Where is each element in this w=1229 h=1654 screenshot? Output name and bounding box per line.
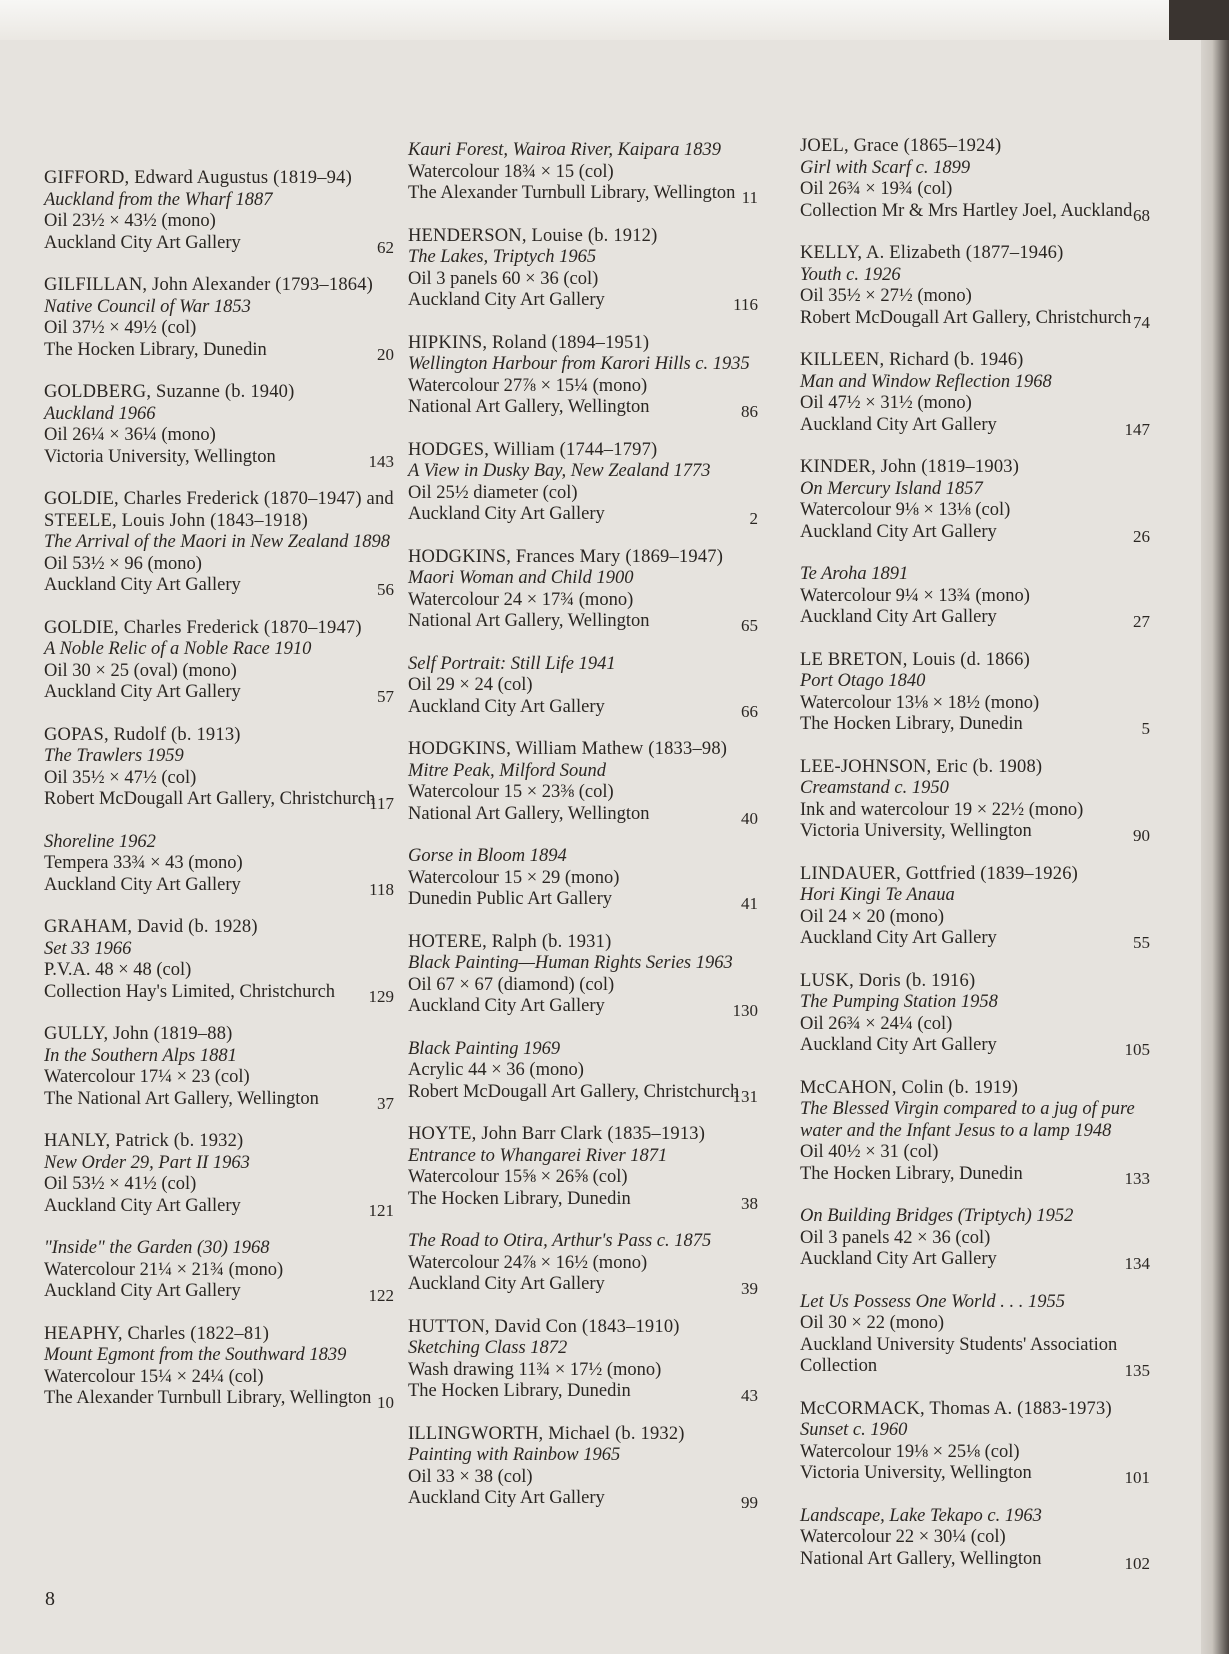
catalogue-entry	[408, 1424, 758, 1510]
artist-name: HUTTON, David Con (1843–1910)	[408, 1316, 680, 1337]
collection-owner: Victoria University, Wellington	[800, 1463, 1032, 1483]
work-title: Maori Woman and Child 1900	[408, 568, 634, 588]
artist-name: GRAHAM, David (b. 1928)	[44, 917, 258, 937]
work-title: Girl with Scarf c. 1899	[800, 157, 971, 178]
catalogue-entry	[408, 333, 758, 419]
plate-page-number: 37	[377, 1093, 394, 1113]
medium-dimensions: Watercolour 9⅛ × 13⅛ (col)	[800, 500, 1011, 520]
collection-owner: Auckland City Art Gallery	[800, 928, 997, 948]
artist-name: HODGKINS, William Mathew (1833–98)	[408, 739, 728, 759]
medium-dimensions: Oil 35½ × 47½ (col)	[44, 767, 197, 788]
collection-owner: Auckland City Art Gallery	[44, 232, 241, 253]
work-title: Black Painting 1969	[408, 1038, 561, 1059]
plate-page-number: 105	[1124, 1040, 1150, 1059]
collection-owner: Robert McDougall Art Gallery, Christchurch	[800, 307, 1132, 328]
work-title: The Pumping Station 1958	[800, 992, 998, 1012]
catalogue-entry	[408, 1231, 758, 1296]
medium-dimensions: Oil 33 × 38 (col)	[408, 1466, 533, 1487]
artist-name: ILLINGWORTH, Michael (b. 1932)	[408, 1423, 685, 1444]
medium-dimensions: Watercolour 24⅞ × 16½ (mono)	[408, 1252, 648, 1273]
artist-name: GOLDBERG, Suzanne (b. 1940)	[44, 382, 295, 402]
collection-owner: Collection Hay's Limited, Christchurch	[44, 981, 336, 1002]
collection-owner: Auckland City Art Gallery	[800, 521, 997, 542]
work-title: Hori Kingi Te Anaua	[800, 885, 955, 905]
plate-page-number: 43	[741, 1386, 758, 1405]
plate-page-number: 26	[1133, 526, 1150, 546]
collection-owner: Auckland City Art Gallery	[44, 1281, 241, 1301]
artist-name: KINDER, John (1819–1903)	[800, 457, 1020, 477]
catalogue-entry	[44, 1024, 394, 1113]
collection-owner: The Hocken Library, Dunedin	[408, 1188, 631, 1209]
plate-page-number: 135	[1124, 1361, 1150, 1380]
catalogue-entry	[408, 226, 758, 312]
plate-page-number: 131	[732, 1086, 758, 1106]
plate-page-number: 86	[741, 402, 758, 421]
collection-owner: Robert McDougall Art Gallery, Christchurch	[44, 789, 376, 809]
artist-name: LINDAUER, Gottfried (1839–1926)	[800, 863, 1078, 884]
collection-owner: Auckland City Art Gallery	[800, 607, 997, 627]
work-title: The Lakes, Triptych 1965	[408, 247, 597, 267]
work-title: Mount Egmont from the Southward 1839	[44, 1345, 347, 1365]
collection-owner: Auckland City Art Gallery	[44, 1195, 241, 1216]
catalogue-entry	[44, 1238, 394, 1303]
collection-owner: Robert McDougall Art Gallery, Christchurch	[408, 1081, 740, 1102]
plate-page-number: 122	[368, 1286, 394, 1305]
artist-name: HODGKINS, Frances Mary (1869–1947)	[408, 546, 724, 567]
catalogue-entry	[800, 1399, 1150, 1485]
work-title: The Blessed Virgin compared to a jug of pure water and the Infant Jesus to a lamp 1948	[800, 1099, 1135, 1141]
catalogue-entry	[408, 739, 758, 828]
work-title: The Trawlers 1959	[44, 746, 184, 766]
plate-page-number: 90	[1133, 826, 1150, 845]
work-title: Wellington Harbour from Karori Hills c. 1935	[408, 354, 750, 374]
work-title: Set 33 1966	[44, 938, 132, 959]
medium-dimensions: Watercolour 21¼ × 21¾ (mono)	[44, 1259, 284, 1280]
plate-page-number: 41	[741, 894, 758, 913]
catalogue-entry	[408, 440, 758, 526]
collection-owner: Auckland City Art Gallery	[44, 682, 241, 702]
medium-dimensions: Oil 47½ × 31½ (mono)	[800, 393, 972, 413]
medium-dimensions: Oil 37½ × 49½ (col)	[44, 318, 197, 338]
collection-owner: Auckland City Art Gallery	[408, 1488, 605, 1508]
plate-page-number: 118	[369, 879, 394, 899]
catalogue-entry	[408, 846, 758, 911]
artist-name: KILLEEN, Richard (b. 1946)	[800, 350, 1024, 370]
medium-dimensions: Oil 24 × 20 (mono)	[800, 906, 945, 927]
catalogue-entry	[44, 382, 394, 471]
work-title: Sketching Class 1872	[408, 1338, 568, 1358]
artist-name: McCORMACK, Thomas A. (1883-1973)	[800, 1398, 1112, 1419]
catalogue-entry	[800, 971, 1150, 1057]
work-title: Man and Window Reflection 1968	[800, 371, 1052, 392]
work-title: Auckland 1966	[44, 403, 156, 424]
plate-page-number: 20	[377, 344, 394, 364]
medium-dimensions: Oil 26¾ × 19¾ (col)	[800, 179, 953, 199]
medium-dimensions: Ink and watercolour 19 × 22½ (mono)	[800, 799, 1084, 820]
work-title: The Arrival of the Maori in New Zealand 1898	[44, 532, 391, 552]
artist-name: GIFFORD, Edward Augustus (1819–94)	[44, 168, 352, 188]
plate-page-number: 116	[733, 295, 758, 314]
plate-page-number: 102	[1124, 1553, 1150, 1573]
work-title: Sunset c. 1960	[800, 1420, 908, 1440]
artist-name: LEE-JOHNSON, Eric (b. 1908)	[800, 756, 1043, 777]
medium-dimensions: Watercolour 15¼ × 24¼ (col)	[44, 1366, 264, 1387]
catalogue-entry	[800, 1206, 1150, 1271]
plate-page-number: 55	[1133, 933, 1150, 952]
collection-owner: Auckland City Art Gallery	[800, 1035, 997, 1055]
work-title: A Noble Relic of a Noble Race 1910	[44, 639, 312, 659]
plate-page-number: 101	[1124, 1468, 1150, 1487]
artist-name: HODGES, William (1744–1797)	[408, 439, 658, 460]
artist-name: HANLY, Patrick (b. 1932)	[44, 1131, 244, 1151]
medium-dimensions: Oil 53½ × 96 (mono)	[44, 553, 202, 574]
artist-name: HIPKINS, Roland (1894–1951)	[408, 332, 650, 353]
work-title: Kauri Forest, Wairoa River, Kaipara 1839	[408, 140, 721, 160]
index-column-1	[44, 168, 394, 1431]
medium-dimensions: Watercolour 15 × 23⅜ (col)	[408, 782, 614, 802]
collection-owner: Auckland City Art Gallery	[408, 996, 605, 1016]
catalogue-entry	[44, 1131, 394, 1220]
index-column-2	[408, 140, 758, 1531]
medium-dimensions: Watercolour 17¼ × 23 (col)	[44, 1067, 250, 1087]
catalogue-entry	[408, 1039, 758, 1104]
plate-page-number: 40	[741, 808, 758, 828]
artist-name: KELLY, A. Elizabeth (1877–1946)	[800, 243, 1064, 263]
plate-page-number: 99	[741, 1493, 758, 1512]
medium-dimensions: Wash drawing 11¾ × 17½ (mono)	[408, 1359, 662, 1380]
plate-page-number: 74	[1133, 312, 1150, 332]
medium-dimensions: Acrylic 44 × 36 (mono)	[408, 1060, 584, 1080]
collection-owner: Auckland City Art Gallery	[44, 874, 241, 895]
medium-dimensions: Watercolour 24 × 17¾ (mono)	[408, 589, 634, 610]
work-title: Youth c. 1926	[800, 264, 901, 285]
catalogue-entry	[800, 457, 1150, 546]
plate-page-number: 57	[377, 687, 394, 706]
medium-dimensions: Oil 53½ × 41½ (col)	[44, 1174, 197, 1194]
catalogue-entry	[44, 917, 394, 1006]
medium-dimensions: Tempera 33¾ × 43 (mono)	[44, 853, 243, 873]
artist-name: McCAHON, Colin (b. 1919)	[800, 1077, 1019, 1098]
plate-page-number: 38	[741, 1193, 758, 1213]
medium-dimensions: Watercolour 27⅞ × 15¼ (mono)	[408, 375, 648, 396]
plate-page-number: 2	[749, 509, 758, 528]
medium-dimensions: Watercolour 15⅝ × 26⅝ (col)	[408, 1167, 628, 1187]
artist-name: GILFILLAN, John Alexander (1793–1864)	[44, 275, 374, 295]
catalogue-entry	[44, 832, 394, 897]
catalogue-entry	[408, 1124, 758, 1213]
collection-owner: The Alexander Turnbull Library, Wellington	[408, 183, 736, 203]
artist-name: LE BRETON, Louis (d. 1866)	[800, 649, 1030, 670]
collection-owner: Collection Mr & Mrs Hartley Joel, Auckland	[800, 200, 1133, 221]
catalogue-entry	[44, 618, 394, 704]
collection-owner: National Art Gallery, Wellington	[800, 1548, 1042, 1569]
catalogue-entry	[800, 243, 1150, 332]
medium-dimensions: Oil 35½ × 27½ (mono)	[800, 286, 972, 306]
work-title: Self Portrait: Still Life 1941	[408, 653, 616, 674]
collection-owner: Auckland City Art Gallery	[800, 1249, 997, 1269]
work-title: Shoreline 1962	[44, 831, 156, 852]
work-title: Gorse in Bloom 1894	[408, 846, 567, 866]
work-title: The Road to Otira, Arthur's Pass c. 1875	[408, 1231, 712, 1251]
book-spine-edge	[1201, 0, 1229, 1654]
page-corner-shadow	[1169, 0, 1229, 40]
medium-dimensions: Oil 67 × 67 (diamond) (col)	[408, 974, 615, 995]
collection-owner: Auckland City Art Gallery	[408, 1274, 605, 1294]
work-title: Creamstand c. 1950	[800, 778, 949, 798]
work-title: Entrance to Whangarei River 1871	[408, 1145, 668, 1166]
plate-page-number: 68	[1133, 205, 1150, 225]
work-title: On Building Bridges (Triptych) 1952	[800, 1206, 1074, 1226]
collection-owner: Auckland University Students' Association Collection	[800, 1334, 1118, 1376]
catalogue-entry	[44, 168, 394, 257]
work-title: Native Council of War 1853	[44, 296, 251, 317]
catalogue-entry	[44, 275, 394, 364]
plate-page-number: 133	[1124, 1168, 1150, 1188]
artist-name: HEAPHY, Charles (1822–81)	[44, 1323, 270, 1344]
artist-name: GOLDIE, Charles Frederick (1870–1947)	[44, 617, 362, 638]
plate-page-number: 5	[1141, 719, 1150, 738]
page-number: 8	[45, 1588, 55, 1610]
medium-dimensions: Oil 3 panels 60 × 36 (col)	[408, 268, 599, 289]
work-title: Te Aroha 1891	[800, 564, 909, 584]
artist-name: GOPAS, Rudolf (b. 1913)	[44, 724, 241, 745]
plate-page-number: 27	[1133, 612, 1150, 631]
work-title: On Mercury Island 1857	[800, 478, 983, 499]
medium-dimensions: Oil 3 panels 42 × 36 (col)	[800, 1227, 991, 1248]
catalogue-entry	[800, 136, 1150, 225]
work-title: Landscape, Lake Tekapo c. 1963	[800, 1505, 1042, 1526]
collection-owner: The Hocken Library, Dunedin	[44, 339, 267, 360]
collection-owner: The Alexander Turnbull Library, Wellington	[44, 1388, 372, 1408]
work-title: Mitre Peak, Milford Sound	[408, 760, 606, 781]
collection-owner: Auckland City Art Gallery	[44, 575, 241, 595]
medium-dimensions: Oil 40½ × 31 (col)	[800, 1142, 939, 1162]
collection-owner: National Art Gallery, Wellington	[408, 611, 650, 631]
artist-name: GULLY, John (1819–88)	[44, 1024, 233, 1044]
collection-owner: Auckland City Art Gallery	[800, 414, 997, 435]
plate-page-number: 134	[1124, 1254, 1150, 1273]
work-title: In the Southern Alps 1881	[44, 1045, 237, 1066]
medium-dimensions: Watercolour 9¼ × 13¾ (mono)	[800, 585, 1030, 606]
collection-owner: The National Art Gallery, Wellington	[44, 1088, 319, 1109]
collection-owner: National Art Gallery, Wellington	[408, 803, 650, 824]
collection-owner: Auckland City Art Gallery	[408, 290, 605, 310]
medium-dimensions: Oil 23½ × 43½ (mono)	[44, 211, 216, 231]
collection-owner: Victoria University, Wellington	[800, 821, 1032, 841]
collection-owner: Auckland City Art Gallery	[408, 696, 605, 717]
plate-page-number: 129	[368, 986, 394, 1006]
plate-page-number: 117	[369, 794, 394, 813]
plate-page-number: 121	[368, 1200, 394, 1220]
catalogue-entry	[44, 1324, 394, 1410]
medium-dimensions: Watercolour 22 × 30¼ (col)	[800, 1527, 1006, 1547]
catalogue-entry	[408, 140, 758, 205]
catalogue-entry	[800, 1292, 1150, 1378]
collection-owner: The Hocken Library, Dunedin	[800, 1163, 1023, 1184]
work-title: New Order 29, Part II 1963	[44, 1152, 250, 1173]
artist-name: HOYTE, John Barr Clark (1835–1913)	[408, 1124, 706, 1144]
work-title: Let Us Possess One World . . . 1955	[800, 1291, 1066, 1312]
collection-owner: Victoria University, Wellington	[44, 446, 276, 467]
work-title: Painting with Rainbow 1965	[408, 1445, 621, 1465]
medium-dimensions: P.V.A. 48 × 48 (col)	[44, 960, 192, 980]
medium-dimensions: Watercolour 15 × 29 (mono)	[408, 867, 620, 888]
plate-page-number: 10	[377, 1393, 394, 1412]
medium-dimensions: Watercolour 13⅛ × 18½ (mono)	[800, 692, 1040, 713]
plate-page-number: 147	[1124, 419, 1150, 439]
medium-dimensions: Oil 26¼ × 36¼ (mono)	[44, 425, 216, 445]
catalogue-entry	[44, 725, 394, 811]
plate-page-number: 130	[732, 1001, 758, 1020]
artist-name: HENDERSON, Louise (b. 1912)	[408, 225, 658, 246]
page-top-edge	[0, 0, 1229, 40]
plate-page-number: 65	[741, 616, 758, 635]
plate-page-number: 66	[741, 701, 758, 721]
catalogue-entry	[800, 757, 1150, 843]
catalogue-entry	[800, 564, 1150, 629]
plate-page-number: 56	[377, 580, 394, 599]
work-title: "Inside" the Garden (30) 1968	[44, 1238, 270, 1258]
medium-dimensions: Oil 30 × 22 (mono)	[800, 1313, 945, 1333]
medium-dimensions: Watercolour 19⅛ × 25⅛ (col)	[800, 1441, 1020, 1462]
collection-owner: National Art Gallery, Wellington	[408, 397, 650, 417]
catalogue-entry	[800, 350, 1150, 439]
collection-owner: Dunedin Public Art Gallery	[408, 889, 612, 909]
plate-page-number: 143	[368, 451, 394, 471]
medium-dimensions: Oil 25½ diameter (col)	[408, 482, 578, 503]
collection-owner: The Hocken Library, Dunedin	[800, 714, 1023, 734]
collection-owner: The Hocken Library, Dunedin	[408, 1381, 631, 1401]
catalogue-entry	[800, 864, 1150, 950]
catalogue-entry	[800, 650, 1150, 736]
work-title: Black Painting—Human Rights Series 1963	[408, 953, 733, 973]
medium-dimensions: Oil 30 × 25 (oval) (mono)	[44, 660, 237, 681]
catalogue-entry	[408, 654, 758, 719]
catalogue-entry	[408, 547, 758, 633]
catalogue-entry	[408, 1317, 758, 1403]
artist-name: HOTERE, Ralph (b. 1931)	[408, 931, 612, 952]
artist-name: LUSK, Doris (b. 1916)	[800, 970, 976, 991]
plate-page-number: 11	[741, 188, 758, 207]
collection-owner: Auckland City Art Gallery	[408, 504, 605, 524]
plate-page-number: 62	[377, 237, 394, 257]
medium-dimensions: Watercolour 18¾ × 15 (col)	[408, 161, 614, 182]
catalogue-entry	[44, 489, 394, 597]
medium-dimensions: Oil 26¾ × 24¼ (col)	[800, 1013, 953, 1034]
work-title: A View in Dusky Bay, New Zealand 1773	[408, 461, 711, 481]
index-column-3	[800, 136, 1150, 1591]
work-title: Port Otago 1840	[800, 671, 926, 691]
work-title: Auckland from the Wharf 1887	[44, 189, 273, 210]
catalogue-entry	[408, 932, 758, 1018]
catalogue-entry	[800, 1078, 1150, 1186]
artist-name: JOEL, Grace (1865–1924)	[800, 136, 1002, 156]
artist-name: GOLDIE, Charles Frederick (1870–1947) and STEELE, Louis John (1843–1918)	[44, 489, 394, 531]
medium-dimensions: Oil 29 × 24 (col)	[408, 675, 533, 695]
plate-page-number: 39	[741, 1279, 758, 1298]
catalogue-entry	[800, 1506, 1150, 1571]
